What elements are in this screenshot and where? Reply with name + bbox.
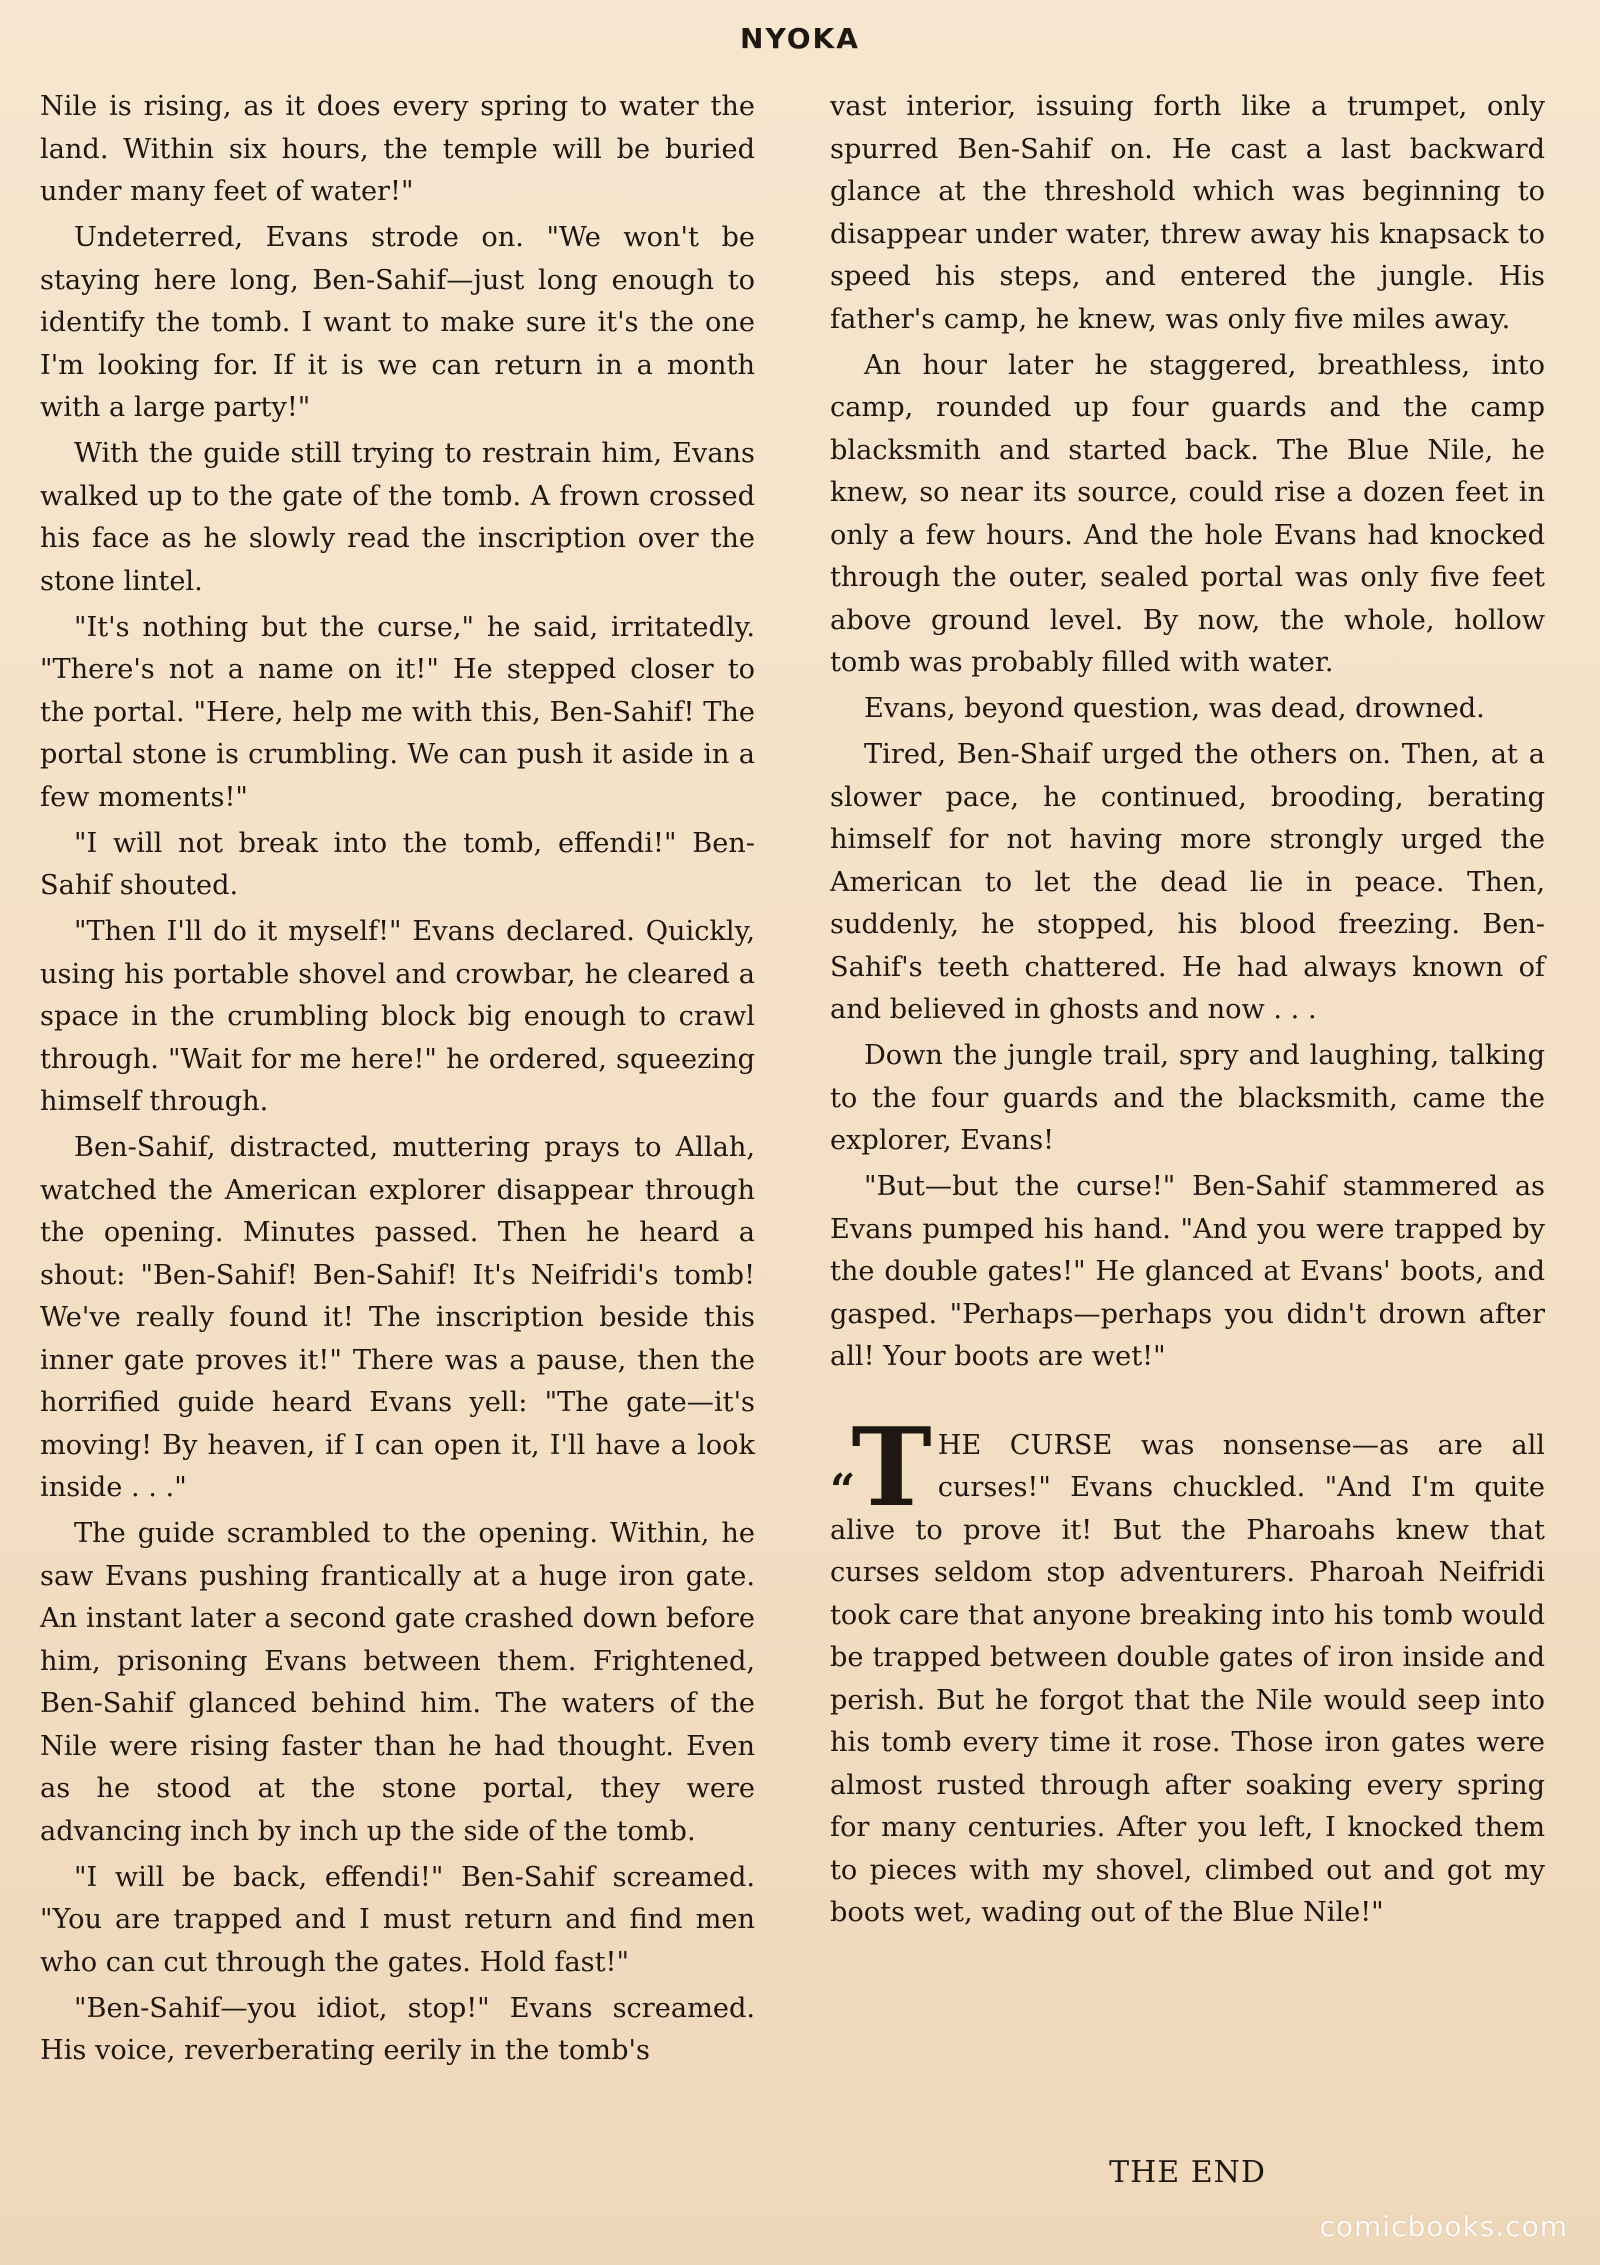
paragraph: "I will be back, effendi!" Ben-Sahif screamed. "You are trapped and I must return and find men who can cut through the gates. Hold fast!" (40, 1861, 755, 1978)
drop-cap-letter: T (851, 1404, 932, 1531)
paragraph: vast interior, issuing forth like a trumpet, only spurred Ben-Sahif on. He cast a last backward glance at the threshold which was beginning to disappear under water, threw away his knapsack to speed his steps, and entered the jungle. His father's camp, he knew, was only five miles away. (830, 91, 1545, 335)
watermark: comicbooks.com (1319, 2210, 1568, 2243)
drop-cap (830, 1404, 932, 1531)
paragraph: With the guide still trying to restrain him, Evans walked up to the gate of the tomb. A frown crossed his face as he slowly read the inscription over the stone lintel. (40, 438, 755, 597)
page-header-title: NYOKA (740, 22, 860, 55)
paragraph: An hour later he staggered, breathless, into camp, rounded up four guards and the camp blacksmith and started back. The Blue Nile, he knew, so near its source, could rise a dozen feet in only a few hours. And the hole Evans had knocked through the outer, sealed portal was only five feet above ground level. By now, the whole, hollow tomb was probably filled with water. (830, 349, 1545, 678)
right-column (830, 86, 1545, 1938)
paragraph: "Ben-Sahif—you idiot, stop!" Evans screamed. His voice, reverberating eerily in the tomb's (40, 1992, 755, 2066)
paragraph: "I will not break into the tomb, effendi!" Ben-Sahif shouted. (40, 827, 755, 901)
paragraph: "But—but the curse!" Ben-Sahif stammered as Evans pumped his hand. "And you were trapped by the double gates!" He glanced at Evans' boots, and gasped. "Perhaps—perhaps you didn't drown after all! Your boots are wet!" (830, 1171, 1545, 1372)
ending-paragraph (830, 1404, 1545, 1935)
paragraph: "Then I'll do it myself!" Evans declared. Quickly, using his portable shovel and crowbar, he cleared a space in the crumbling block big enough to crawl through. "Wait for me here!" he ordered, squeezing himself through. (40, 916, 755, 1117)
drop-cap-open-quote: “ (830, 1464, 852, 1516)
paragraph: Tired, Ben-Shaif urged the others on. Then, at a slower pace, he continued, brooding, berating himself for not having more strongly urged the American to let the dead lie in peace. Then, suddenly, he stopped, his blood freezing. Ben-Sahif's teeth chattered. He had always known of and believed in ghosts and now . . . (830, 739, 1545, 1025)
ending-text: HE CURSE was nonsense—as are all curses!" Evans chuckled. "And I'm quite alive to prove it! But the Pharoahs knew that curses seldom stop adventurers. Pharoah Neifridi took care that anyone breaking into his tomb would be trapped between double gates of iron inside and perish. But he forgot that the Nile would seep into his tomb every time it rose. Those iron gates were almost rusted through after soaking every spring for many centuries. After you left, I knocked them to pieces with my shovel, climbed out and got my boots wet, wading out of the Blue Nile!" (830, 1429, 1545, 1928)
paragraph: Down the jungle trail, spry and laughing, talking to the four guards and the blacksmith, came the explorer, Evans! (830, 1040, 1545, 1156)
paragraph: Undeterred, Evans strode on. "We won't be staying here long, Ben-Sahif—just long enough to identify the tomb. I want to make sure it's the one I'm looking for. If it is we can return in a month with a large party!" (40, 222, 755, 423)
paragraph: "It's nothing but the curse," he said, irritatedly. "There's not a name on it!" He stepped closer to the portal. "Here, help me with this, Ben-Sahif! The portal stone is crumbling. We can push it aside in a few moments!" (40, 611, 755, 813)
left-column (40, 86, 755, 2076)
paragraph: Ben-Sahif, distracted, muttering prays to Allah, watched the American explorer disappear through the opening. Minutes passed. Then he heard a shout: "Ben-Sahif! Ben-Sahif! It's Neifridi's tomb! We've really found it! The inscription beside this inner gate proves it!" There was a pause, then the horrified guide heard Evans yell: "The gate—it's moving! By heaven, if I can open it, I'll have a look inside . . ." (40, 1132, 755, 1503)
paragraph: The guide scrambled to the opening. Within, he saw Evans pushing frantically at a huge iron gate. An instant later a second gate crashed down before him, prisoning Evans between them. Frightened, Ben-Sahif glanced behind him. The waters of the Nile were rising faster than he had thought. Even as he stood at the stone portal, they were advancing inch by inch up the side of the tomb. (40, 1518, 755, 1847)
paragraph: Evans, beyond question, was dead, drowned. (864, 693, 1485, 724)
the-end-label: THE END (1109, 2155, 1266, 2190)
paragraph: Nile is rising, as it does every spring to water the land. Within six hours, the temple will be buried under many feet of water!" (40, 91, 755, 207)
